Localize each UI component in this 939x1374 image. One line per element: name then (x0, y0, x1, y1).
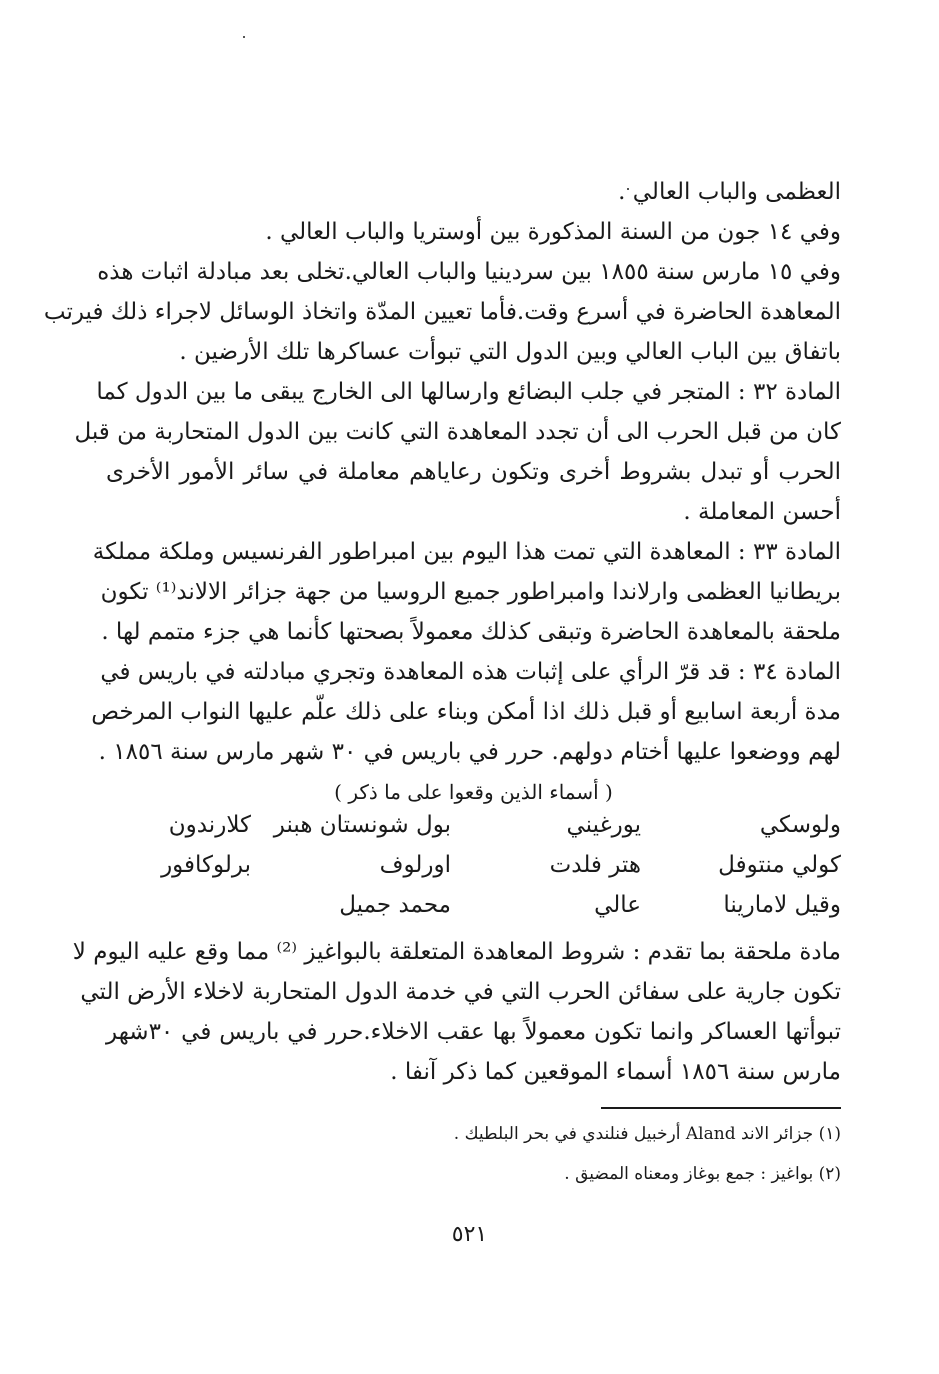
text-line: الحرب أو تبدل بشروط أخرى وتكون رعاياهم معاملة في سائر الأمور الأخرى (106, 459, 841, 485)
signatory-name: محمد جميل (339, 892, 451, 918)
text-line: المادة ٣٣ : المعاهدة التي تمت هذا اليوم بين امبراطور الفرنسيس وملكة مملكة (92, 539, 841, 565)
text-line: وفي ١٥ مارس سنة ١٨٥٥ بين سردينيا والباب العالي.تخلى بعد مبادلة اثبات هذه (97, 259, 841, 285)
signatory-name: كلارندون (168, 812, 251, 838)
signatory-name: ولوسكي (759, 812, 841, 838)
text-line: باتفاق بين الباب العالي وبين الدول التي تبوأت عساكرها تلك الأرضين . (179, 339, 841, 365)
signatory-name: يورغيني (566, 812, 641, 838)
text-line: مارس سنة ١٨٥٦ أسماء الموقعين كما ذكر آنفا . (390, 1059, 841, 1085)
signatory-name: بول شونستان هبنر (273, 812, 451, 838)
signatories-row (106, 892, 841, 932)
text-line: العظمى والباب العالي . (618, 179, 841, 205)
text-line: مادة ملحقة بما تقدم : شروط المعاهدة المتعلقة بالبواغيز ⁽²⁾ مما وقع عليه اليوم لا (72, 939, 841, 965)
text-line: بريطانيا العظمى وارلاندا وامبراطور جميع الروسيا من جهة جزائر الالاند⁽¹⁾ تكون (100, 579, 841, 605)
signatory-name: هتر فلدت (549, 852, 641, 878)
text-line: تكون جارية على سفائن الحرب التي في خدمة الدول المتحاربة لاخلاء الأرض التي (80, 979, 841, 1005)
text-line: المادة ٣٤ : قد قرّ الرأي على إثبات هذه المعاهدة وتجري مبادلته في باريس في (100, 659, 841, 685)
footnote-1: (١) جزائر الاند Aland أرخبيل فنلندي في بحر البلطيك . (453, 1124, 841, 1144)
footnote-2: (٢) بواغيز : جمع بوغاز ومعناه المضيق . (564, 1164, 841, 1184)
page-number: ٥٢١ (451, 1222, 488, 1247)
scan-speck (243, 36, 245, 38)
signatory-name: عالي (594, 892, 641, 918)
signatory-name: اورلوف (379, 852, 451, 878)
text-line: لهم ووضعوا عليها أختام دولهم. حرر في باريس في ٣٠ شهر مارس سنة ١٨٥٦ . (98, 739, 841, 765)
signatories-row (106, 812, 841, 852)
text-line: مدة أربعة اسابيع أو قبل ذلك اذا أمكن وبناء على ذلك علّم عليها النواب المرخص (91, 699, 841, 725)
text-line: المعاهدة الحاضرة في أسرع وقت.فأما تعيين المدّة واتخاذ الوسائل لاجراء ذلك فيرتب (43, 299, 841, 325)
main-text (43, 172, 841, 812)
signatory-name: كولي منتوفل (718, 852, 841, 878)
annex-text (72, 932, 841, 1092)
footnote-rule (601, 1107, 841, 1109)
signatories-row (106, 852, 841, 892)
text-line: ملحقة بالمعاهدة الحاضرة وتبقى كذلك معمولاً بصحتها كأنما هي جزء متمم لها . (101, 619, 841, 645)
text-line: أحسن المعاملة . (683, 499, 841, 525)
text-line: تبوأتها العساكر وانما تكون معمولاً بها عقب الاخلاء.حرر في باريس في ٣٠شهر (106, 1019, 841, 1045)
signatory-name: برلوكافور (161, 852, 251, 878)
text-line: المادة ٣٢ : المتجر في جلب البضائع وارسالها الى الخارج يبقى ما بين الدول كما (96, 379, 841, 405)
signatory-name: وقيل لامارينا (723, 892, 841, 918)
text-line: كان من قبل الحرب الى أن تجدد المعاهدة التي كانت بين الدول المتحاربة من قبل (74, 419, 841, 445)
signatories-heading: ( أسماء الذين وقعوا على ما ذكر ) (334, 780, 613, 804)
text-line: وفي ١٤ جون من السنة المذكورة بين أوستريا والباب العالي . (265, 219, 841, 245)
